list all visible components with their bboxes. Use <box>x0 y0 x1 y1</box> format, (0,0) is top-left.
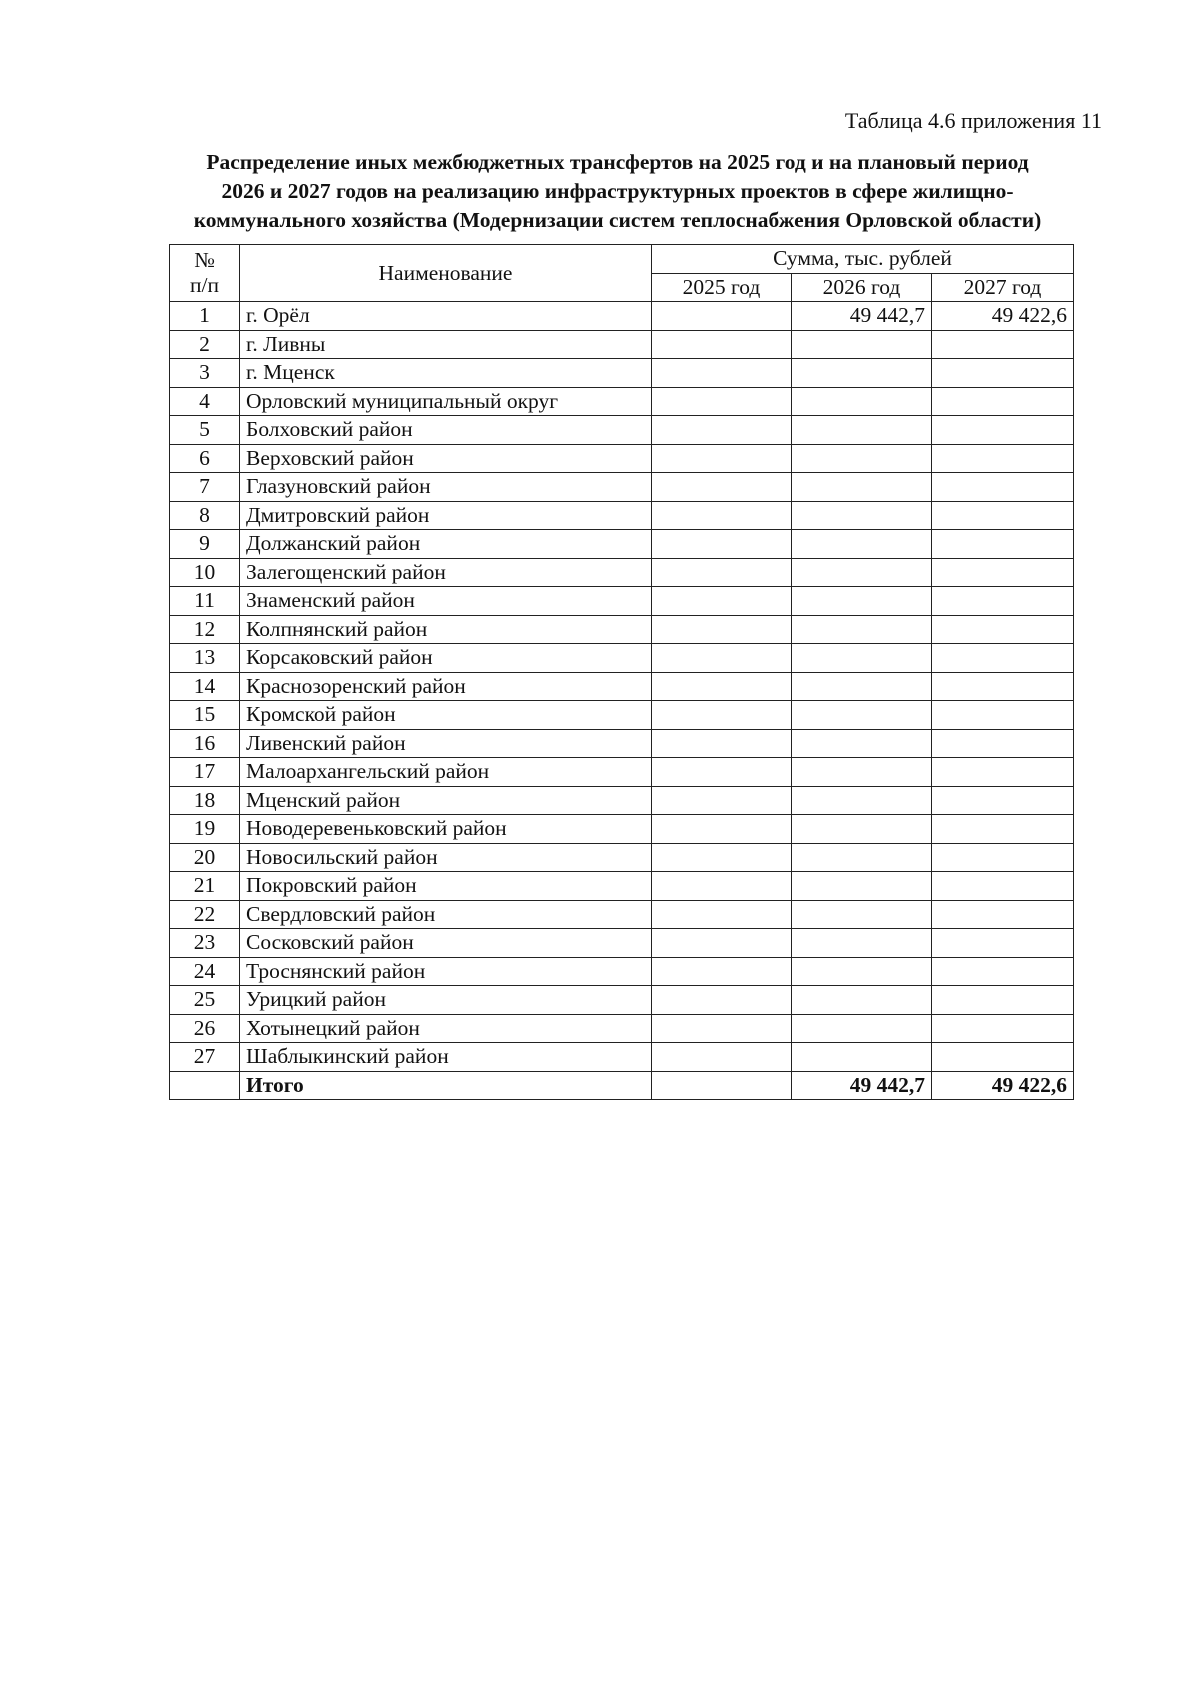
row-value-2025 <box>652 729 792 758</box>
row-value-2027 <box>932 929 1074 958</box>
row-name: Свердловский район <box>240 900 652 929</box>
row-value-2027 <box>932 672 1074 701</box>
row-value-2026 <box>792 530 932 559</box>
table-row <box>170 359 1074 388</box>
row-name: Шаблыкинский район <box>240 1043 652 1072</box>
row-number: 24 <box>170 957 240 986</box>
row-value-2025 <box>652 587 792 616</box>
title-line: 2026 и 2027 годов на реализацию инфраструктурных проектов в сфере жилищно- <box>221 179 1014 203</box>
row-number: 18 <box>170 786 240 815</box>
row-value-2027 <box>932 1014 1074 1043</box>
row-value-2025 <box>652 530 792 559</box>
row-value-2026 <box>792 387 932 416</box>
row-value-2026 <box>792 701 932 730</box>
row-value-2025 <box>652 1014 792 1043</box>
row-value-2025 <box>652 1043 792 1072</box>
table-row <box>170 615 1074 644</box>
row-value-2027 <box>932 758 1074 787</box>
table-row <box>170 900 1074 929</box>
row-value-2027 <box>932 786 1074 815</box>
row-value-2027 <box>932 701 1074 730</box>
row-value-2026 <box>792 672 932 701</box>
row-value-2026 <box>792 1043 932 1072</box>
total-label: Итого <box>240 1071 652 1100</box>
row-value-2026 <box>792 957 932 986</box>
row-value-2025 <box>652 872 792 901</box>
total-2027: 49 422,6 <box>932 1071 1074 1100</box>
row-value-2025 <box>652 473 792 502</box>
row-name: Покровский район <box>240 872 652 901</box>
row-name: Колпнянский район <box>240 615 652 644</box>
row-value-2025 <box>652 672 792 701</box>
row-number: 7 <box>170 473 240 502</box>
row-value-2026 <box>792 929 932 958</box>
row-value-2026 <box>792 558 932 587</box>
row-value-2027 <box>932 843 1074 872</box>
row-value-2027 <box>932 387 1074 416</box>
row-name: Кромской район <box>240 701 652 730</box>
row-number: 13 <box>170 644 240 673</box>
row-value-2025 <box>652 444 792 473</box>
table-row <box>170 986 1074 1015</box>
row-number: 6 <box>170 444 240 473</box>
row-value-2026 <box>792 444 932 473</box>
row-value-2026 <box>792 729 932 758</box>
row-value-2025 <box>652 929 792 958</box>
table-reference: Таблица 4.6 приложения 11 <box>844 108 1102 133</box>
row-number: 26 <box>170 1014 240 1043</box>
row-number: 27 <box>170 1043 240 1072</box>
row-name: Залегощенский район <box>240 558 652 587</box>
table-row <box>170 330 1074 359</box>
table-row <box>170 815 1074 844</box>
row-name: Верховский район <box>240 444 652 473</box>
row-name: Урицкий район <box>240 986 652 1015</box>
row-value-2026 <box>792 416 932 445</box>
row-value-2025 <box>652 957 792 986</box>
row-value-2027 <box>932 815 1074 844</box>
row-value-2027: 49 422,6 <box>932 302 1074 331</box>
col-header-year-2027: 2027 год <box>932 273 1074 302</box>
row-value-2026 <box>792 815 932 844</box>
table-row <box>170 387 1074 416</box>
row-name: Краснозоренский район <box>240 672 652 701</box>
row-value-2025 <box>652 701 792 730</box>
row-number: 20 <box>170 843 240 872</box>
row-value-2027 <box>932 587 1074 616</box>
total-2025 <box>652 1071 792 1100</box>
col-header-name: Наименование <box>240 245 652 302</box>
row-name: г. Мценск <box>240 359 652 388</box>
row-value-2025 <box>652 758 792 787</box>
row-value-2026 <box>792 986 932 1015</box>
row-name: Новосильский район <box>240 843 652 872</box>
col-header-number-line1: № <box>194 248 215 272</box>
table-row <box>170 729 1074 758</box>
row-value-2025 <box>652 558 792 587</box>
row-number: 22 <box>170 900 240 929</box>
row-number: 4 <box>170 387 240 416</box>
row-value-2027 <box>932 729 1074 758</box>
table-row <box>170 1014 1074 1043</box>
col-header-year-2025: 2025 год <box>652 273 792 302</box>
row-value-2026 <box>792 587 932 616</box>
col-header-year-2026: 2026 год <box>792 273 932 302</box>
row-value-2027 <box>932 957 1074 986</box>
row-number: 12 <box>170 615 240 644</box>
row-name: Корсаковский район <box>240 644 652 673</box>
table-row <box>170 558 1074 587</box>
row-value-2027 <box>932 416 1074 445</box>
total-number-cell <box>170 1071 240 1100</box>
row-value-2025 <box>652 359 792 388</box>
row-value-2026 <box>792 1014 932 1043</box>
row-number: 9 <box>170 530 240 559</box>
row-value-2027 <box>932 558 1074 587</box>
table-row <box>170 786 1074 815</box>
row-value-2027 <box>932 900 1074 929</box>
table-row <box>170 843 1074 872</box>
table-row <box>170 444 1074 473</box>
total-2026: 49 442,7 <box>792 1071 932 1100</box>
table-row <box>170 530 1074 559</box>
row-value-2025 <box>652 615 792 644</box>
table-row <box>170 957 1074 986</box>
row-number: 5 <box>170 416 240 445</box>
row-value-2025 <box>652 330 792 359</box>
table-row <box>170 1043 1074 1072</box>
row-number: 15 <box>170 701 240 730</box>
title-line: коммунального хозяйства (Модернизации систем теплоснабжения Орловской области) <box>193 208 1042 232</box>
table-row <box>170 701 1074 730</box>
row-number: 8 <box>170 501 240 530</box>
table-row <box>170 302 1074 331</box>
table-row <box>170 672 1074 701</box>
row-value-2026 <box>792 644 932 673</box>
row-value-2027 <box>932 501 1074 530</box>
table-row <box>170 473 1074 502</box>
table-row <box>170 587 1074 616</box>
row-value-2025 <box>652 302 792 331</box>
row-value-2026 <box>792 501 932 530</box>
row-value-2027 <box>932 530 1074 559</box>
row-value-2026 <box>792 786 932 815</box>
row-value-2025 <box>652 986 792 1015</box>
row-number: 16 <box>170 729 240 758</box>
row-name: Мценский район <box>240 786 652 815</box>
row-value-2027 <box>932 986 1074 1015</box>
table-body <box>170 302 1074 1072</box>
row-value-2025 <box>652 815 792 844</box>
table-row <box>170 416 1074 445</box>
row-number: 3 <box>170 359 240 388</box>
row-value-2026 <box>792 473 932 502</box>
row-value-2027 <box>932 872 1074 901</box>
title-line: Распределение иных межбюджетных трансфертов на 2025 год и на плановый период <box>206 150 1029 174</box>
row-value-2025 <box>652 843 792 872</box>
row-number: 19 <box>170 815 240 844</box>
row-name: Новодеревеньковский район <box>240 815 652 844</box>
row-number: 25 <box>170 986 240 1015</box>
row-value-2025 <box>652 387 792 416</box>
row-value-2026 <box>792 758 932 787</box>
row-name: Дмитровский район <box>240 501 652 530</box>
row-number: 2 <box>170 330 240 359</box>
total-row <box>170 1071 1074 1100</box>
row-value-2025 <box>652 644 792 673</box>
row-number: 21 <box>170 872 240 901</box>
row-value-2027 <box>932 1043 1074 1072</box>
table-row <box>170 501 1074 530</box>
row-name: Сосковский район <box>240 929 652 958</box>
table-row <box>170 644 1074 673</box>
row-number: 1 <box>170 302 240 331</box>
row-value-2027 <box>932 359 1074 388</box>
row-value-2027 <box>932 644 1074 673</box>
row-number: 10 <box>170 558 240 587</box>
row-name: Болховский район <box>240 416 652 445</box>
row-value-2026 <box>792 843 932 872</box>
row-name: г. Ливны <box>240 330 652 359</box>
transfers-table <box>169 244 1074 1100</box>
col-header-number-line2: п/п <box>190 273 219 297</box>
row-number: 17 <box>170 758 240 787</box>
table-row <box>170 872 1074 901</box>
row-name: Знаменский район <box>240 587 652 616</box>
row-value-2027 <box>932 444 1074 473</box>
row-value-2025 <box>652 900 792 929</box>
row-name: Орловский муниципальный округ <box>240 387 652 416</box>
row-value-2025 <box>652 501 792 530</box>
row-value-2027 <box>932 330 1074 359</box>
row-number: 14 <box>170 672 240 701</box>
col-header-sum: Сумма, тыс. рублей <box>652 245 1074 274</box>
row-value-2025 <box>652 416 792 445</box>
col-header-number <box>170 245 240 302</box>
row-name: г. Орёл <box>240 302 652 331</box>
row-name: Троснянский район <box>240 957 652 986</box>
row-value-2026 <box>792 872 932 901</box>
document-title <box>130 148 1105 235</box>
row-value-2026 <box>792 615 932 644</box>
row-value-2026: 49 442,7 <box>792 302 932 331</box>
table-row <box>170 758 1074 787</box>
row-value-2026 <box>792 330 932 359</box>
row-name: Должанский район <box>240 530 652 559</box>
row-value-2027 <box>932 473 1074 502</box>
row-name: Хотынецкий район <box>240 1014 652 1043</box>
table-row <box>170 929 1074 958</box>
row-value-2026 <box>792 359 932 388</box>
row-value-2027 <box>932 615 1074 644</box>
row-name: Малоархангельский район <box>240 758 652 787</box>
row-number: 11 <box>170 587 240 616</box>
row-value-2025 <box>652 786 792 815</box>
row-name: Глазуновский район <box>240 473 652 502</box>
row-value-2026 <box>792 900 932 929</box>
row-name: Ливенский район <box>240 729 652 758</box>
row-number: 23 <box>170 929 240 958</box>
